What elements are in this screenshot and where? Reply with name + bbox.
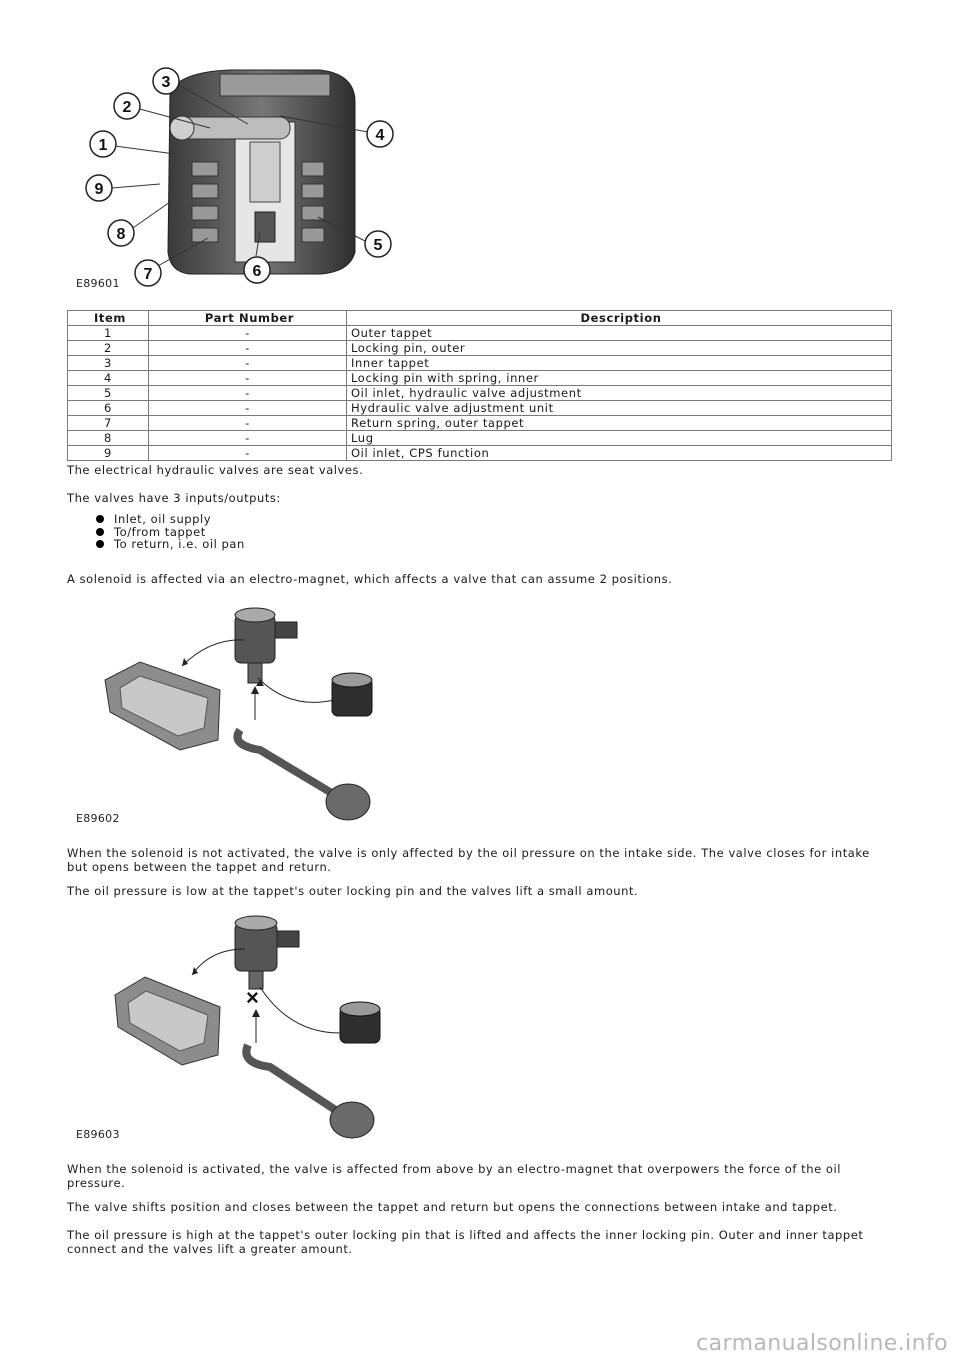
cell-item: 7 — [68, 416, 149, 431]
paragraph-solenoid: A solenoid is affected via an electro-magnet, which affects a valve that can assume 2 positions. — [67, 572, 673, 586]
cell-description: Locking pin, outer — [347, 341, 892, 356]
cell-description: Return spring, outer tappet — [347, 416, 892, 431]
list-item-text: To return, i.e. oil pan — [114, 537, 245, 551]
list-item-text: Inlet, oil supply — [114, 512, 212, 526]
cell-item: 3 — [68, 356, 149, 371]
table-row — [68, 371, 892, 386]
paragraph-activated: When the solenoid is activated, the valve is affected from above by an electro-magnet that overpowers the force of the oil pressure. — [67, 1162, 841, 1190]
callout-1: 1 — [98, 137, 108, 154]
figure-tappet-cutaway — [70, 62, 410, 294]
figure-solenoid-blocked — [100, 915, 390, 1145]
table-row — [68, 326, 892, 341]
cell-item: 2 — [68, 341, 149, 356]
cell-description: Oil inlet, hydraulic valve adjustment — [347, 386, 892, 401]
header-description: Description — [347, 311, 892, 326]
table-row — [68, 386, 892, 401]
figure2-code: E89602 — [76, 812, 120, 825]
cell-description: Oil inlet, CPS function — [347, 446, 892, 461]
cell-item: 8 — [68, 431, 149, 446]
cell-part-number: - — [149, 431, 347, 446]
cell-part-number: - — [149, 341, 347, 356]
parts-table — [67, 310, 892, 461]
cell-item: 6 — [68, 401, 149, 416]
callout-5: 5 — [373, 237, 383, 254]
table-row — [68, 341, 892, 356]
cell-part-number: - — [149, 386, 347, 401]
table-row — [68, 431, 892, 446]
cell-part-number: - — [149, 446, 347, 461]
flow-blocked-mark: × — [246, 985, 259, 1010]
paragraph-not-activated: When the solenoid is not activated, the valve is only affected by the oil pressure on the intake side. The valve closes for intake but opens between the tappet and return. — [67, 846, 870, 874]
list-item — [98, 538, 245, 551]
figure3-code: E89603 — [76, 1128, 120, 1141]
paragraph-valve-shifts: The valve shifts position and closes between the tappet and return but opens the connections between intake and tappet. — [67, 1200, 838, 1214]
table-row — [68, 401, 892, 416]
list-item-text: To/from tappet — [114, 524, 206, 539]
callout-8: 8 — [116, 226, 126, 243]
cell-description: Hydraulic valve adjustment unit — [347, 401, 892, 416]
header-part-number: Part Number — [149, 311, 347, 326]
cell-part-number: - — [149, 416, 347, 431]
paragraph-high-pressure: The oil pressure is high at the tappet's outer locking pin that is lifted and affects the inner locking pin. Outer and inner tappet connect and the valves lift a greater amount. — [67, 1228, 864, 1256]
header-item: Item — [68, 311, 149, 326]
callout-6: 6 — [252, 263, 262, 280]
cell-item: 5 — [68, 386, 149, 401]
solenoid-valve-illustration — [100, 600, 390, 828]
figure-solenoid-not-activated — [100, 600, 390, 828]
cell-part-number: - — [149, 326, 347, 341]
callout-7: 7 — [143, 266, 153, 283]
bullet-icon — [96, 528, 104, 536]
paragraph-seat-valves: The electrical hydraulic valves are seat valves. — [67, 463, 364, 477]
cell-description: Lug — [347, 431, 892, 446]
figure1-code: E89601 — [76, 277, 120, 290]
callout-4: 4 — [375, 127, 385, 144]
cell-part-number: - — [149, 356, 347, 371]
paragraph-low-pressure: The oil pressure is low at the tappet's outer locking pin and the valves lift a small amount. — [67, 884, 639, 898]
cell-description: Locking pin with spring, inner — [347, 371, 892, 386]
bullet-icon — [96, 515, 104, 523]
cell-description: Inner tappet — [347, 356, 892, 371]
valve-io-list — [98, 513, 245, 551]
site-watermark: carmanualsonline.info — [696, 1331, 948, 1356]
cell-item: 1 — [68, 326, 149, 341]
table-row — [68, 356, 892, 371]
callout-9: 9 — [94, 181, 104, 198]
callout-3: 3 — [161, 74, 171, 91]
cell-item: 4 — [68, 371, 149, 386]
cell-part-number: - — [149, 401, 347, 416]
callout-2: 2 — [122, 99, 132, 116]
cell-item: 9 — [68, 446, 149, 461]
paragraph-inputs-outputs: The valves have 3 inputs/outputs: — [67, 491, 281, 505]
cell-part-number: - — [149, 371, 347, 386]
bullet-icon — [96, 540, 104, 548]
cell-description: Outer tappet — [347, 326, 892, 341]
tappet-cutaway-illustration — [70, 62, 410, 294]
table-row — [68, 416, 892, 431]
table-header-row — [68, 311, 892, 326]
solenoid-blocked-illustration — [100, 915, 390, 1145]
table-row — [68, 446, 892, 461]
